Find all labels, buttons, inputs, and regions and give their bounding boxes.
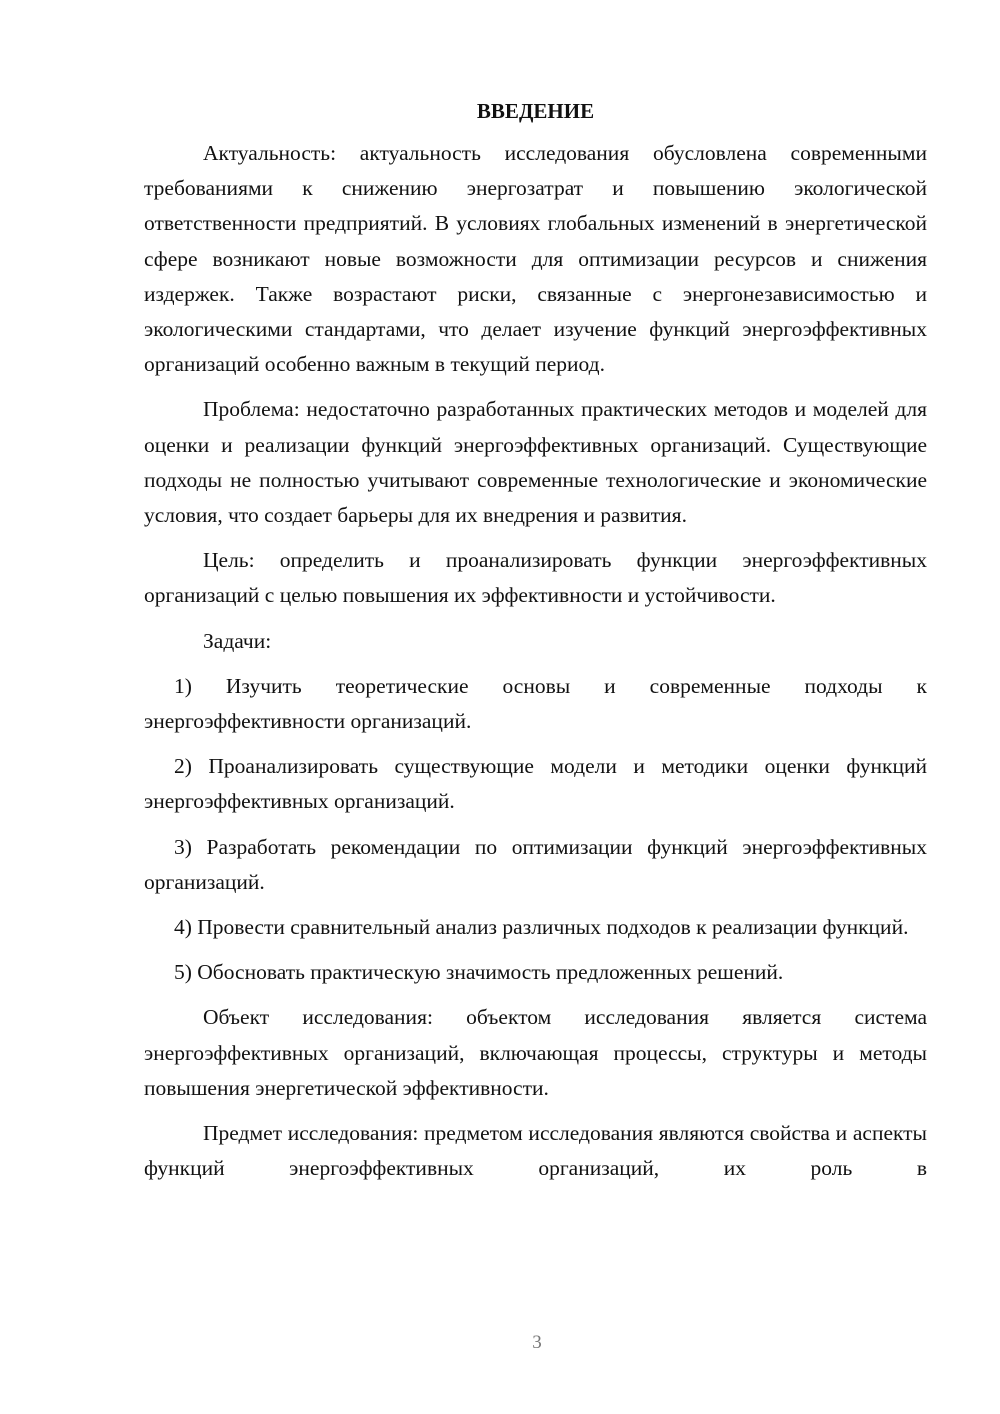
section-heading: ВВЕДЕНИЕ (476, 99, 595, 123)
task-item-3: 3) Разработать рекомендации по оптимизации функций энергоэффективных организаций. (144, 834, 927, 894)
tasks-label: Задачи: (203, 628, 272, 653)
document-page (144, 96, 927, 1196)
paragraph-subject: Предмет исследования: предметом исследования являются свойства и аспекты функций энергоэффективных организаций, их роль в (144, 1121, 927, 1181)
task-item-2: 2) Проанализировать существующие модели и методики оценки функций энергоэффективных организаций. (144, 754, 927, 814)
page-number: 3 (532, 1332, 542, 1353)
task-item-1: 1) Изучить теоретические основы и современные подходы к энергоэффективности организаций. (144, 673, 927, 734)
task-item-4: 4) Провести сравнительный анализ различных подходов к реализации функций. (174, 915, 909, 940)
task-item-5: 5) Обосновать практическую значимость предложенных решений. (174, 960, 784, 985)
paragraph-goal: Цель: определить и проанализировать функции энергоэффективных организаций с целью повышения их эффективности и устойчивости. (144, 548, 927, 608)
paragraph-actuality: Актуальность: актуальность исследования обусловлена современными требованиями к снижению энергозатрат и повышению экологической ответственности предприятий. В условиях глобальных изменений в энергетической сфере возникают новые возможности для оптимизации ресурсов и снижения издержек. Также возрастают риски, связанные с энергонезависимостью и экологическими стандартами, что делает изучение функций энергоэффективных организаций особенно важным в текущий период. (144, 141, 927, 377)
paragraph-object: Объект исследования: объектом исследования является система энергоэффективных организаций, включающая процессы, структуры и методы повышения энергетической эффективности. (144, 1005, 927, 1100)
paragraph-problem: Проблема: недостаточно разработанных практических методов и моделей для оценки и реализации функций энергоэффективных организаций. Существующие подходы не полностью учитывают современные технологические и экономические условия, что создает барьеры для их внедрения и развития. (144, 397, 927, 528)
